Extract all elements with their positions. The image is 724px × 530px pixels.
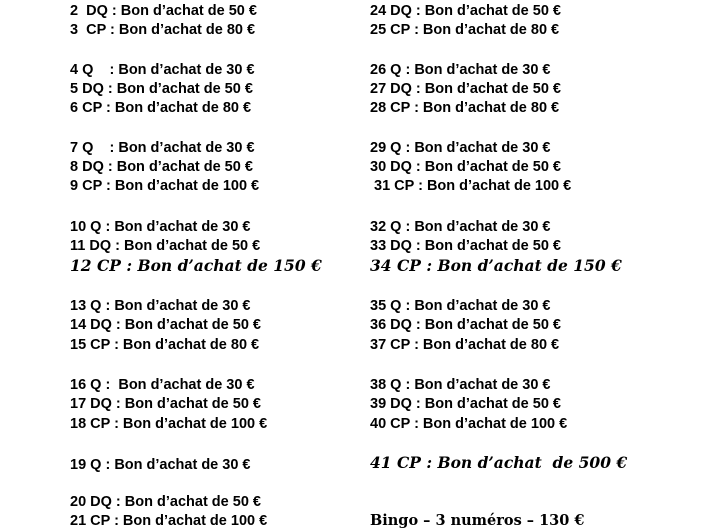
prize-line: 3 CP : Bon d’achat de 80 € xyxy=(70,22,256,38)
prize-line: 4 Q : Bon d’achat de 30 € xyxy=(70,62,255,78)
prize-line: 28 CP : Bon d’achat de 80 € xyxy=(370,100,560,116)
prize-line: 7 Q : Bon d’achat de 30 € xyxy=(70,140,255,156)
prize-line: 37 CP : Bon d’achat de 80 € xyxy=(370,337,560,353)
prize-line: 8 DQ : Bon d’achat de 50 € xyxy=(70,159,253,175)
prize-line-highlight: 12 CP : Bon d’achat de 150 € xyxy=(70,256,322,275)
bingo-line: Bingo – 3 numéros – 130 € xyxy=(370,512,585,529)
prize-line: 6 CP : Bon d’achat de 80 € xyxy=(70,100,252,116)
prize-line: 15 CP : Bon d’achat de 80 € xyxy=(70,337,260,353)
prize-line: 19 Q : Bon d’achat de 30 € xyxy=(70,457,251,473)
prize-line: 26 Q : Bon d’achat de 30 € xyxy=(370,62,551,78)
prize-line: 20 DQ : Bon d’achat de 50 € xyxy=(70,494,261,510)
prize-line-highlight: 34 CP : Bon d’achat de 150 € xyxy=(370,256,622,275)
prize-line: 21 CP : Bon d’achat de 100 € xyxy=(70,513,268,529)
prize-line: 39 DQ : Bon d’achat de 50 € xyxy=(370,396,561,412)
prize-line: 33 DQ : Bon d’achat de 50 € xyxy=(370,238,561,254)
prize-line: 9 CP : Bon d’achat de 100 € xyxy=(70,178,260,194)
prize-line: 30 DQ : Bon d’achat de 50 € xyxy=(370,159,561,175)
prize-line: 27 DQ : Bon d’achat de 50 € xyxy=(370,81,561,97)
prize-line: 10 Q : Bon d’achat de 30 € xyxy=(70,219,251,235)
prize-line: 17 DQ : Bon d’achat de 50 € xyxy=(70,396,261,412)
prize-line-highlight: 41 CP : Bon d’achat de 500 € xyxy=(370,453,628,472)
prize-line: 14 DQ : Bon d’achat de 50 € xyxy=(70,317,261,333)
prize-line: 5 DQ : Bon d’achat de 50 € xyxy=(70,81,253,97)
prize-line: 29 Q : Bon d’achat de 30 € xyxy=(370,140,551,156)
prize-line: 2 DQ : Bon d’achat de 50 € xyxy=(70,3,257,19)
prize-line: 38 Q : Bon d’achat de 30 € xyxy=(370,377,551,393)
prize-line: 16 Q : Bon d’achat de 30 € xyxy=(70,377,255,393)
prize-line: 18 CP : Bon d’achat de 100 € xyxy=(70,416,268,432)
prize-line: 24 DQ : Bon d’achat de 50 € xyxy=(370,3,561,19)
prize-line: 11 DQ : Bon d’achat de 50 € xyxy=(70,238,261,254)
prize-line: 35 Q : Bon d’achat de 30 € xyxy=(370,298,551,314)
prize-line: 40 CP : Bon d’achat de 100 € xyxy=(370,416,568,432)
prize-line: 36 DQ : Bon d’achat de 50 € xyxy=(370,317,561,333)
prize-line: 32 Q : Bon d’achat de 30 € xyxy=(370,219,551,235)
prize-line: 31 CP : Bon d’achat de 100 € xyxy=(370,178,572,194)
prize-line: 13 Q : Bon d’achat de 30 € xyxy=(70,298,251,314)
prize-line: 25 CP : Bon d’achat de 80 € xyxy=(370,22,560,38)
